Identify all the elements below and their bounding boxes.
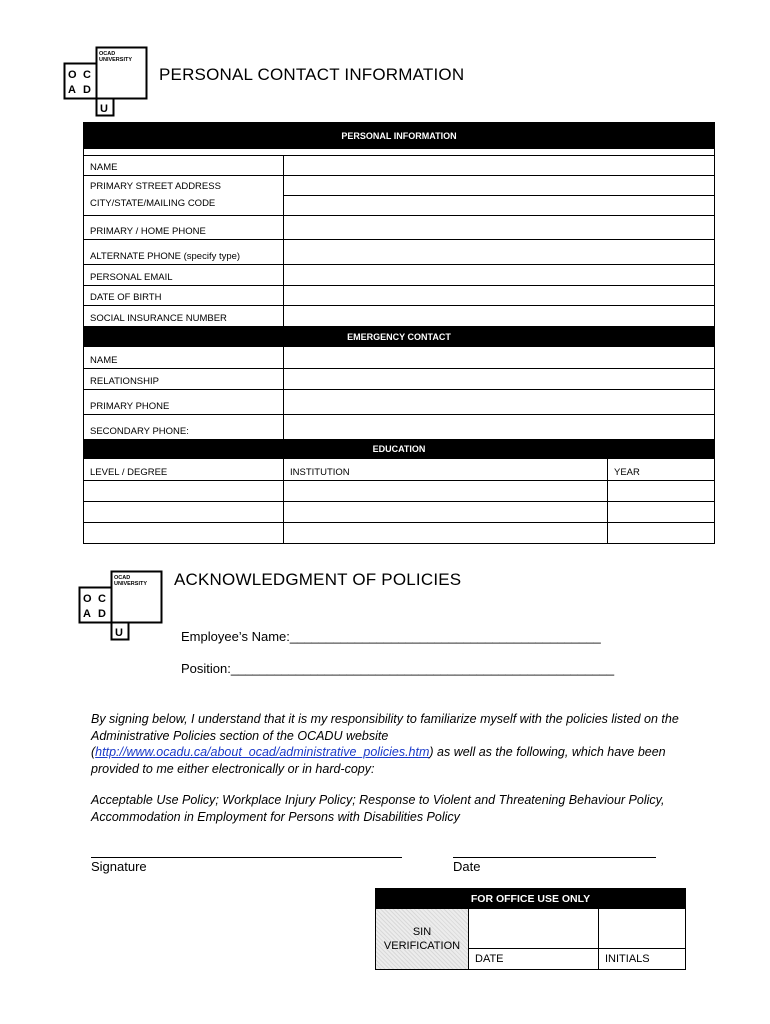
form-row bbox=[84, 305, 714, 326]
logo-line1: OCAD bbox=[99, 51, 116, 57]
email-input[interactable] bbox=[284, 265, 714, 285]
section-header-education: EDUCATION bbox=[84, 439, 714, 459]
form-row bbox=[84, 389, 714, 414]
sin-input[interactable] bbox=[284, 306, 714, 326]
date-of-birth-input[interactable] bbox=[284, 286, 714, 305]
emergency-name-input[interactable] bbox=[284, 347, 714, 368]
field-label: DATE OF BIRTH bbox=[84, 286, 284, 305]
degree-input[interactable] bbox=[84, 481, 284, 501]
institution-input[interactable] bbox=[284, 502, 608, 522]
svg-text:C: C bbox=[98, 593, 106, 605]
name-input[interactable] bbox=[284, 156, 714, 175]
institution-input[interactable] bbox=[284, 523, 608, 543]
table-row bbox=[84, 501, 714, 522]
form-row bbox=[84, 368, 714, 389]
form-row bbox=[84, 264, 714, 285]
form-row bbox=[84, 215, 714, 239]
office-initials-label: INITIALS bbox=[605, 953, 650, 965]
policies-list: Acceptable Use Policy; Workplace Injury Policy; Response to Violent and Threatening Behaviour Policy, Accommodation in Employment for Persons with Disabilities Policy bbox=[91, 793, 665, 824]
home-phone-input[interactable] bbox=[284, 216, 714, 239]
field-label: NAME bbox=[84, 347, 284, 368]
svg-text:C: C bbox=[83, 69, 91, 81]
svg-text:U: U bbox=[115, 627, 123, 639]
year-input[interactable] bbox=[608, 502, 714, 522]
sin-verification-label: SIN VERIFICATION bbox=[376, 909, 469, 969]
field-label: PERSONAL EMAIL bbox=[84, 265, 284, 285]
form-row bbox=[84, 239, 714, 264]
section-header-emergency: EMERGENCY CONTACT bbox=[84, 326, 714, 347]
field-label: ALTERNATE PHONE (specify type) bbox=[84, 240, 284, 264]
field-label: SOCIAL INSURANCE NUMBER bbox=[84, 306, 284, 326]
acknowledgment-paragraph: By signing below, I understand that it is my responsibility to familiarize myself with the policies listed on the Administrative Policies section of the OCADU website (http://www.ocadu.ca/about_ocad/administrative_policies.htm) as well as the following, which have been provided to me either electronically or in hard-copy: bbox=[91, 712, 679, 776]
field-label: RELATIONSHIP bbox=[84, 369, 284, 389]
form-row bbox=[84, 347, 714, 368]
logo-line2: UNIVERSITY bbox=[99, 57, 133, 63]
svg-text:D: D bbox=[98, 608, 106, 620]
office-date-input[interactable] bbox=[469, 909, 599, 948]
emergency-secondary-phone-input[interactable] bbox=[284, 415, 714, 439]
office-date-label: DATE bbox=[469, 949, 599, 969]
form-row bbox=[84, 155, 714, 175]
signature-label: Signature bbox=[91, 859, 147, 874]
form-row bbox=[84, 175, 714, 215]
employee-name-field[interactable]: Employee’s Name:___________________________________________ bbox=[181, 629, 601, 644]
svg-text:A: A bbox=[83, 608, 91, 620]
field-label: PRIMARY / HOME PHONE bbox=[84, 216, 284, 239]
svg-text:U: U bbox=[100, 103, 108, 115]
field-label: PRIMARY PHONE bbox=[84, 390, 284, 414]
ocad-logo bbox=[78, 570, 164, 642]
year-input[interactable] bbox=[608, 523, 714, 543]
column-header: LEVEL / DEGREE bbox=[84, 459, 284, 480]
degree-input[interactable] bbox=[84, 502, 284, 522]
page-title: PERSONAL CONTACT INFORMATION bbox=[159, 65, 465, 84]
policies-link[interactable]: http://www.ocadu.ca/about_ocad/administrative_policies.htm bbox=[95, 745, 430, 759]
date-label: Date bbox=[453, 859, 481, 874]
field-label: SECONDARY PHONE: bbox=[84, 415, 284, 439]
form-row bbox=[84, 414, 714, 439]
field-label: PRIMARY STREET ADDRESS bbox=[90, 180, 221, 192]
position-field[interactable]: Position:_____________________________________________________ bbox=[181, 661, 615, 676]
svg-text:O: O bbox=[83, 593, 92, 605]
acknowledgment-title: ACKNOWLEDGMENT OF POLICIES bbox=[174, 570, 462, 589]
office-use-header: FOR OFFICE USE ONLY bbox=[376, 889, 685, 909]
date-line[interactable] bbox=[453, 857, 656, 858]
svg-text:O: O bbox=[68, 69, 77, 81]
section-header-personal: PERSONAL INFORMATION bbox=[84, 123, 714, 149]
table-row bbox=[84, 522, 714, 543]
street-address-input[interactable] bbox=[284, 176, 714, 196]
logo-line1: OCAD bbox=[114, 575, 131, 581]
svg-text:D: D bbox=[83, 84, 91, 96]
signature-line[interactable] bbox=[91, 857, 402, 858]
contact-form-table bbox=[83, 122, 715, 544]
education-header-row bbox=[84, 459, 714, 480]
relationship-input[interactable] bbox=[284, 369, 714, 389]
field-label: NAME bbox=[84, 156, 284, 175]
emergency-primary-phone-input[interactable] bbox=[284, 390, 714, 414]
column-header: INSTITUTION bbox=[284, 459, 608, 480]
field-label: CITY/STATE/MAILING CODE bbox=[90, 197, 216, 209]
institution-input[interactable] bbox=[284, 481, 608, 501]
logo-line2: UNIVERSITY bbox=[114, 581, 148, 587]
city-state-input[interactable] bbox=[284, 196, 714, 215]
table-row bbox=[84, 480, 714, 501]
office-initials-input[interactable] bbox=[599, 909, 685, 948]
form-row bbox=[84, 285, 714, 305]
svg-text:A: A bbox=[68, 84, 76, 96]
office-use-table bbox=[375, 888, 686, 970]
column-header: YEAR bbox=[614, 467, 640, 478]
year-input[interactable] bbox=[608, 481, 714, 501]
degree-input[interactable] bbox=[84, 523, 284, 543]
alternate-phone-input[interactable] bbox=[284, 240, 714, 264]
ocad-logo bbox=[63, 46, 149, 118]
